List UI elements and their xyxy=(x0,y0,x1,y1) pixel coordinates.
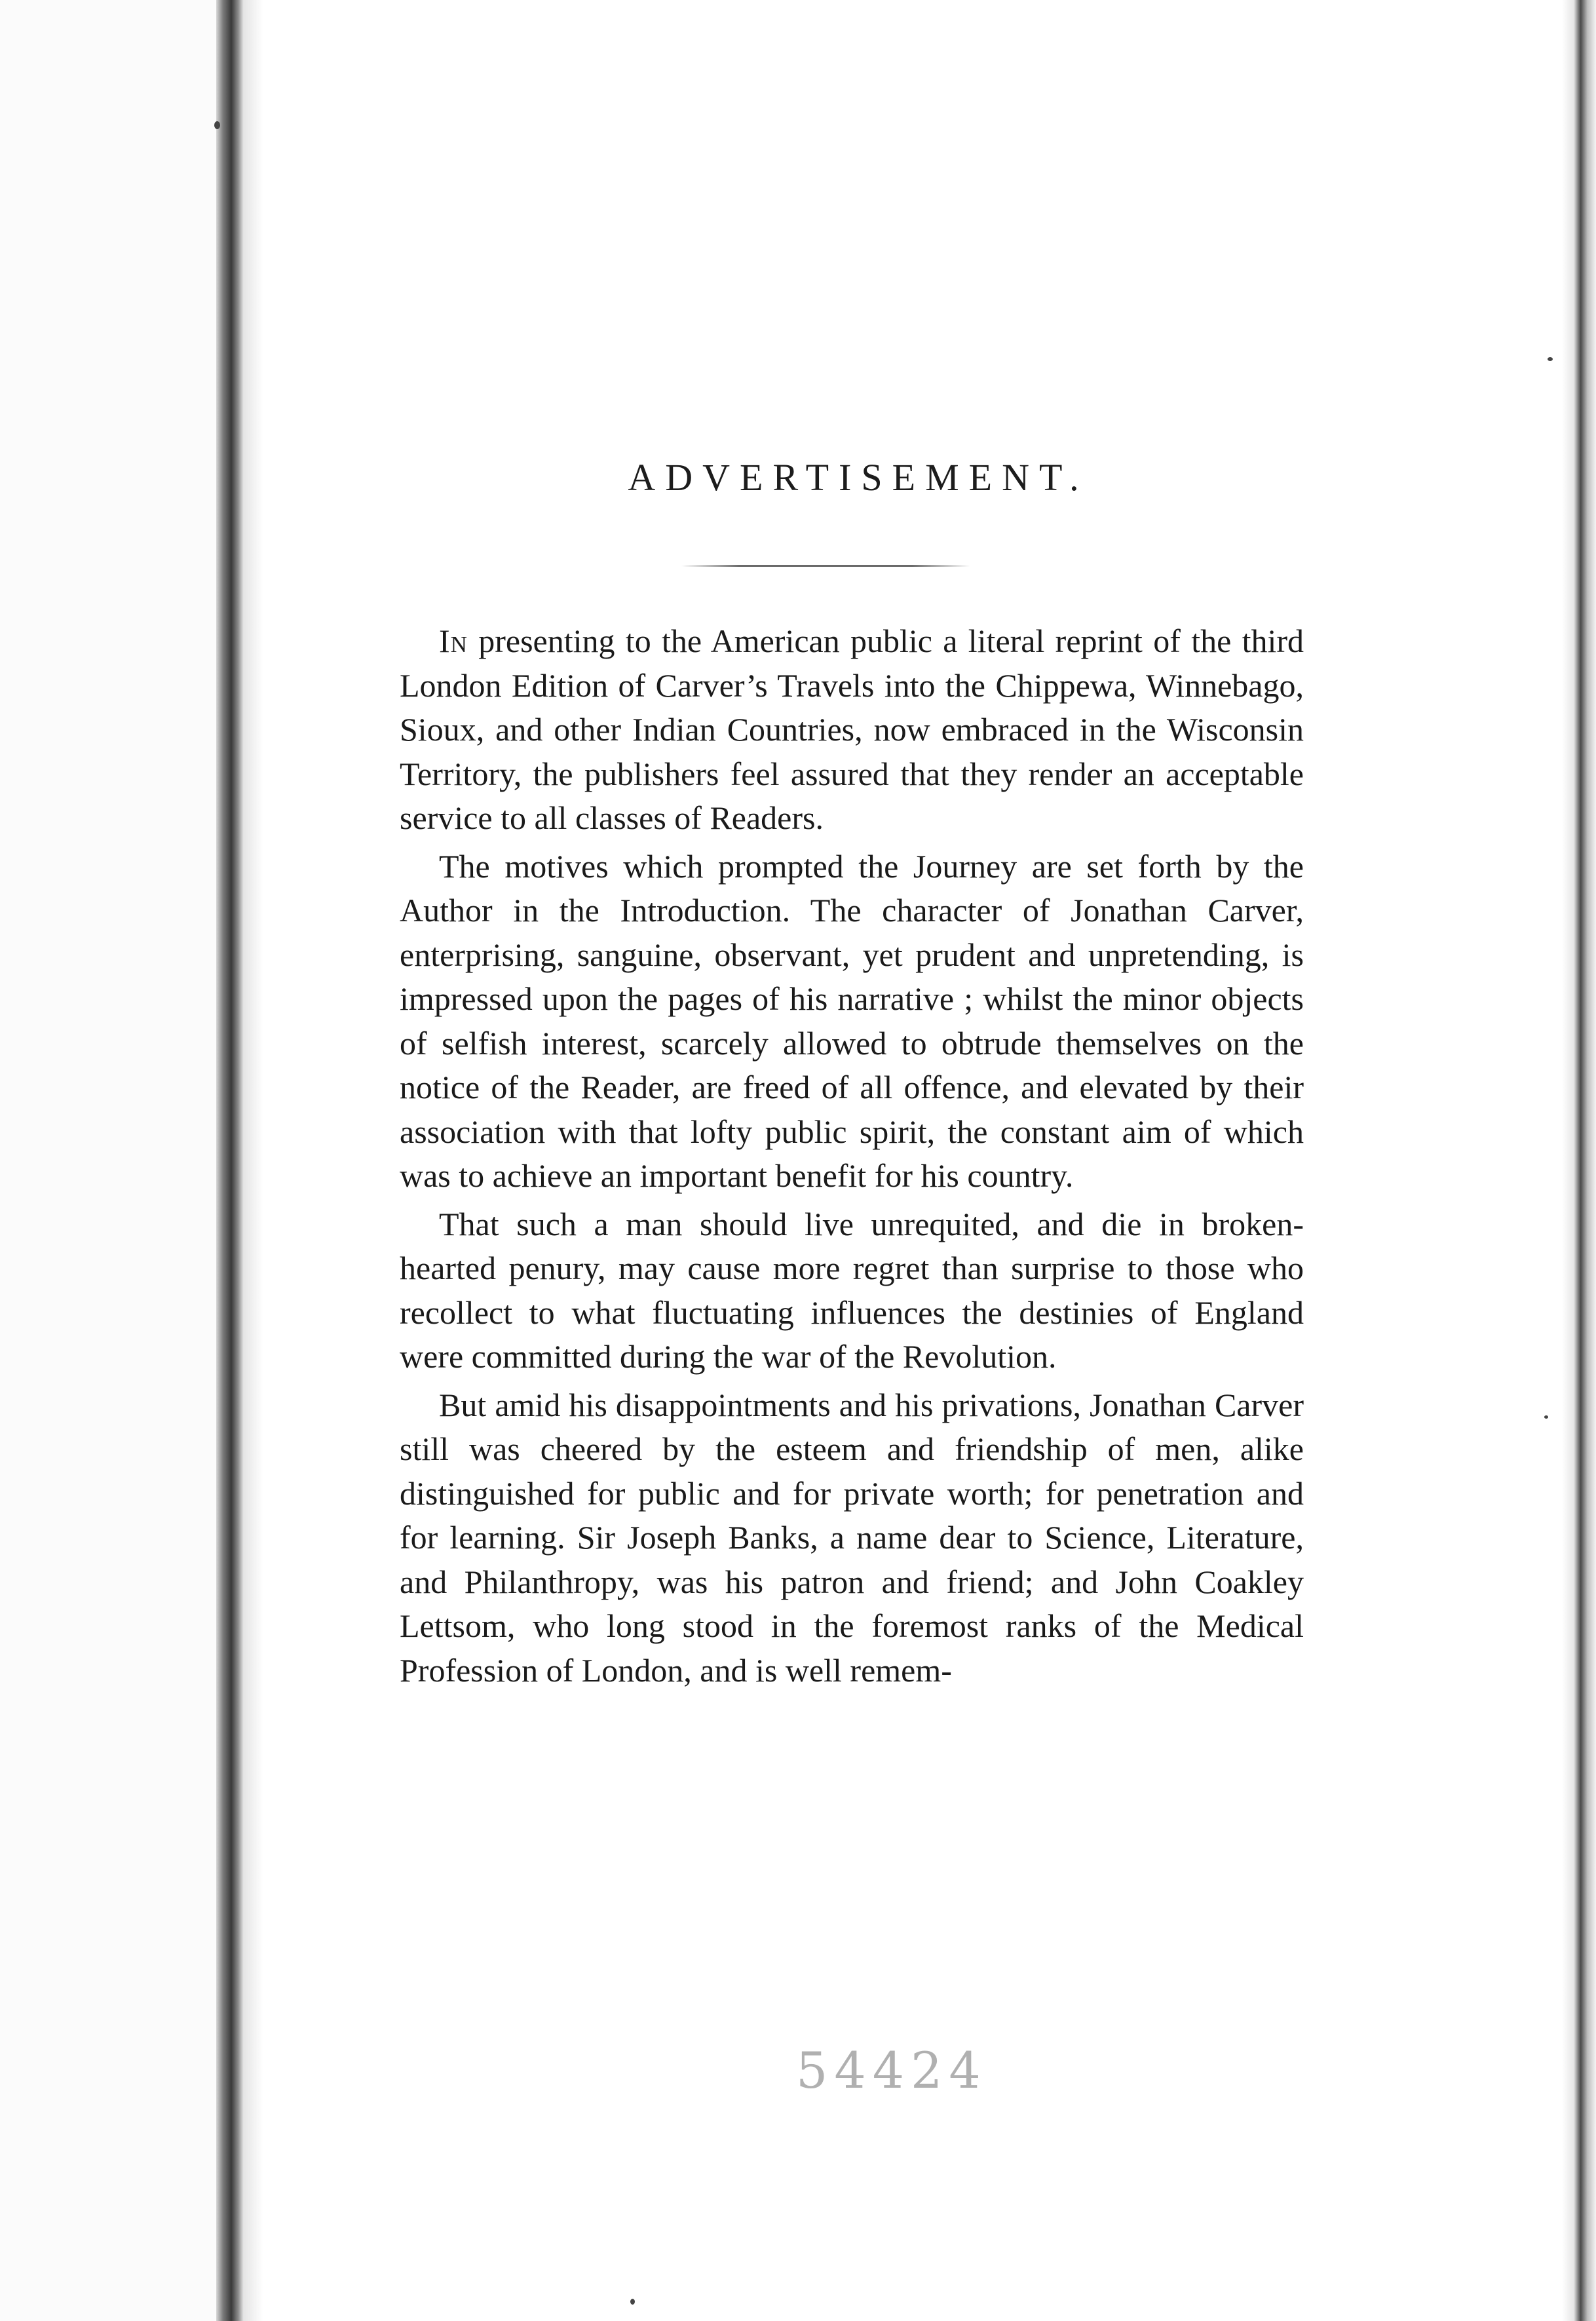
paragraph-initial: In xyxy=(439,623,468,659)
page-heading: ADVERTISEMENT. xyxy=(628,456,1089,499)
gutter-shadow xyxy=(244,0,263,2321)
paragraph xyxy=(400,619,1304,841)
paragraph: The motives which prompted the Journey are set forth by the Author in the Introduction. The character of Jonathan Carver, enterprising, sanguine, observant, yet prudent and unpretending, is impressed upon the pages of his narrative ; whilst the minor objects of selfish interest, scarcely allowed to obtrude themselves on the notice of the Reader, are freed of all offence, and elevated by their association with that lofty public spirit, the constant aim of which was to achieve an important benefit for his country. xyxy=(400,847,1304,1194)
body-text xyxy=(400,619,1304,1693)
heading-rule xyxy=(681,565,970,567)
paragraph: That such a man should live unrequited, and die in broken-hearted penury, may cause more regret than surprise to those who recollect to what fluctuating influences the destinies of England were committed during the war of the Revolution. xyxy=(400,1205,1304,1375)
book-gutter xyxy=(216,0,244,2321)
scan-speck xyxy=(1548,357,1553,361)
facing-page-edge xyxy=(0,0,216,2321)
library-stamp-number: 54424 xyxy=(796,2041,987,2100)
page-content xyxy=(393,0,1323,2321)
scan-speck xyxy=(214,121,220,129)
paragraph: But amid his disappointments and his privations, Jonathan Carver still was cheered by the esteem and friendship of men, alike distinguished for public and for private worth; for penetration and for learning. Sir Joseph Banks, a name dear to Science, Literature, and Philanthropy, was his patron and friend; and John Coakley Lettsom, who long stood in the foremost ranks of the Medical Profession of London, and is well remem- xyxy=(400,1386,1304,1689)
scan-speck xyxy=(1544,1415,1548,1419)
paragraph-text: presenting to the American public a literal reprint of the third London Edition of Carver’s Travels into the Chippewa, Winnebago, Sioux, and other Indian Countries, now embraced in the Wisconsin Territory, the publishers feel assured that they render an acceptable service to all classes of Readers. xyxy=(400,623,1304,836)
page-right-edge xyxy=(1562,0,1596,2321)
